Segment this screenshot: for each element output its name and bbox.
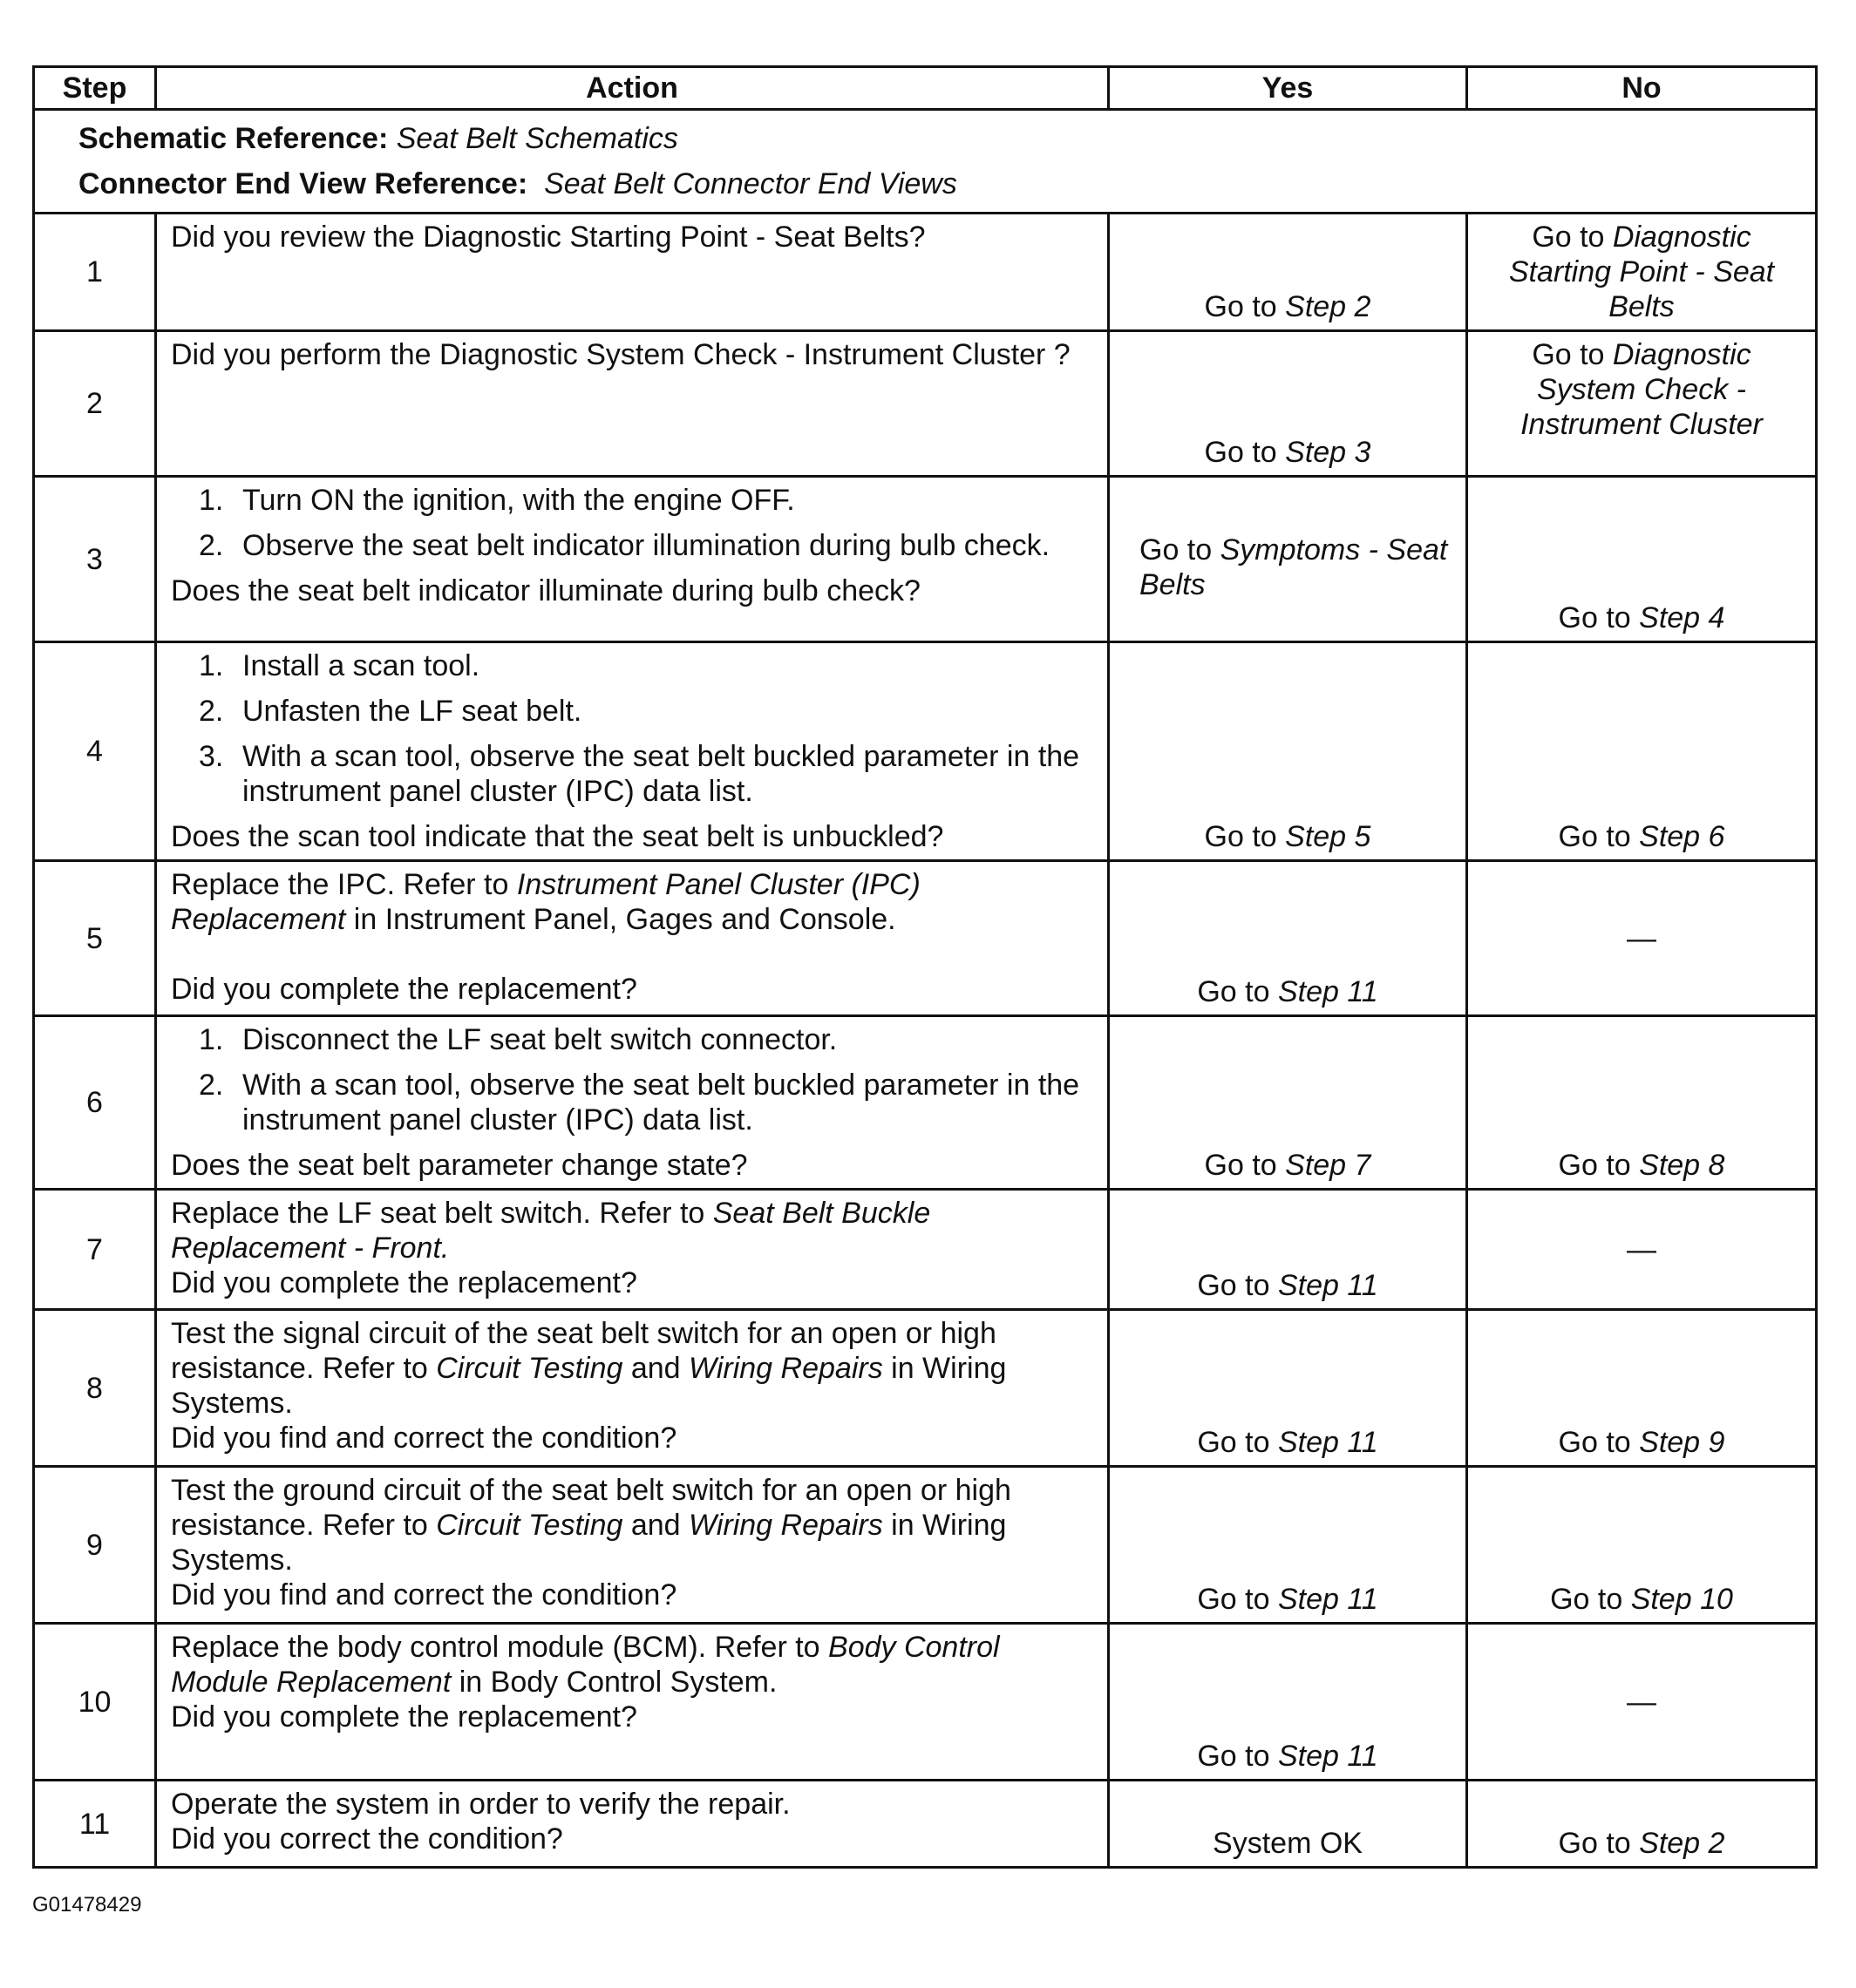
table-row <box>34 1624 1817 1781</box>
no-prefix: Go to <box>1558 820 1640 853</box>
action-text: Replace the LF seat belt switch. Refer to <box>171 1197 713 1230</box>
no-text: — <box>1627 1232 1656 1266</box>
table-row <box>34 861 1817 1016</box>
yes-link[interactable]: Step 7 <box>1285 1149 1371 1182</box>
no-link[interactable]: Step 10 <box>1630 1583 1733 1616</box>
list-item-text: Install a scan tool. <box>242 649 480 682</box>
list-item <box>171 648 1093 683</box>
action-cell <box>156 1781 1109 1868</box>
action-text: in Wiring Systems. <box>171 1509 1007 1577</box>
no-prefix: Go to <box>1550 1583 1631 1616</box>
action-question: Did you complete the replacement? <box>171 1266 637 1299</box>
yes-prefix: Go to <box>1204 1149 1286 1182</box>
yes-cell <box>1109 1310 1467 1467</box>
no-link[interactable]: Step 4 <box>1639 601 1725 634</box>
action-question: Did you complete the replacement? <box>171 973 637 1006</box>
yes-cell <box>1109 214 1467 331</box>
table-row <box>34 1310 1817 1467</box>
table-row <box>34 331 1817 477</box>
action-reference-link[interactable]: Seat Belt Buckle Replacement - Front. <box>171 1197 931 1265</box>
action-question: Did you find and correct the condition? <box>171 1578 677 1611</box>
header-yes: Yes <box>1109 67 1467 110</box>
reference-row <box>34 110 1817 214</box>
yes-prefix: Go to <box>1139 533 1220 567</box>
yes-link[interactable]: Step 11 <box>1277 1426 1378 1459</box>
no-text: — <box>1627 921 1656 955</box>
action-text: Operate the system in order to verify the repair. <box>171 1788 791 1821</box>
yes-link[interactable]: Step 2 <box>1285 290 1371 323</box>
action-text: Replace the body control module (BCM). Refer to <box>171 1631 829 1664</box>
action-cell <box>156 1624 1109 1781</box>
no-link[interactable]: Step 9 <box>1639 1426 1725 1459</box>
no-prefix: Go to <box>1532 338 1613 371</box>
list-item-number: 1. <box>199 484 224 517</box>
yes-link[interactable]: Step 5 <box>1285 820 1371 853</box>
step-number: 4 <box>34 642 156 861</box>
no-cell <box>1467 642 1817 861</box>
header-step: Step <box>34 67 156 110</box>
list-item-number: 2. <box>199 1069 224 1102</box>
list-item <box>171 739 1093 809</box>
step-number: 10 <box>34 1624 156 1781</box>
no-prefix: Go to <box>1532 221 1613 254</box>
yes-cell <box>1109 1781 1467 1868</box>
action-reference-link[interactable]: Instrument Panel Cluster (IPC) Replacement <box>171 868 921 936</box>
yes-prefix: Go to <box>1197 1426 1278 1459</box>
yes-link[interactable]: Step 11 <box>1277 975 1378 1008</box>
action-paragraph <box>171 1316 1093 1421</box>
list-item-text: Unfasten the LF seat belt. <box>242 695 582 728</box>
action-steps-list <box>171 483 1093 563</box>
no-link[interactable]: Diagnostic System Check - Instrument Cluster <box>1520 338 1763 441</box>
action-reference-link[interactable]: Wiring Repairs <box>689 1509 883 1542</box>
no-cell <box>1467 1467 1817 1624</box>
action-cell <box>156 1310 1109 1467</box>
yes-text: System OK <box>1213 1827 1363 1860</box>
yes-cell <box>1109 477 1467 642</box>
action-text: Did you perform the Diagnostic System Check - Instrument Cluster ? <box>171 338 1071 371</box>
yes-link[interactable]: Step 11 <box>1277 1740 1378 1773</box>
yes-prefix: Go to <box>1197 1269 1278 1302</box>
yes-link[interactable]: Symptoms - Seat Belts <box>1139 533 1448 601</box>
action-text: in Body Control System. <box>451 1666 778 1699</box>
yes-prefix: Go to <box>1204 290 1286 323</box>
figure-id: G01478429 <box>32 1893 142 1917</box>
action-text: and <box>622 1509 690 1542</box>
table-header-row <box>34 67 1817 110</box>
list-item-text: With a scan tool, observe the seat belt buckled parameter in the instrument panel cluster (IPC) data list. <box>242 1069 1080 1136</box>
yes-cell <box>1109 1016 1467 1190</box>
no-link[interactable]: Step 2 <box>1639 1827 1725 1860</box>
yes-cell <box>1109 1190 1467 1310</box>
action-cell <box>156 331 1109 477</box>
action-cell <box>156 642 1109 861</box>
action-steps-list <box>171 1022 1093 1137</box>
list-item-number: 1. <box>199 1023 224 1056</box>
action-paragraph <box>171 1630 1093 1700</box>
table-row <box>34 1016 1817 1190</box>
step-number: 6 <box>34 1016 156 1190</box>
table-row <box>34 214 1817 331</box>
action-text: in Instrument Panel, Gages and Console. <box>345 903 896 936</box>
action-question: Does the seat belt indicator illuminate during bulb check? <box>171 574 921 607</box>
step-number: 5 <box>34 861 156 1016</box>
no-cell <box>1467 1016 1817 1190</box>
no-prefix: Go to <box>1558 1827 1640 1860</box>
yes-cell <box>1109 331 1467 477</box>
yes-cell <box>1109 1624 1467 1781</box>
list-item <box>171 483 1093 518</box>
action-cell <box>156 861 1109 1016</box>
no-cell <box>1467 1190 1817 1310</box>
yes-cell <box>1109 642 1467 861</box>
action-text: Replace the IPC. Refer to <box>171 868 517 901</box>
action-cell <box>156 214 1109 331</box>
spacer <box>171 937 1093 972</box>
action-question: Does the seat belt parameter change state? <box>171 1149 748 1182</box>
action-cell <box>156 1016 1109 1190</box>
step-number: 11 <box>34 1781 156 1868</box>
yes-link[interactable]: Step 3 <box>1285 436 1371 469</box>
no-cell <box>1467 1781 1817 1868</box>
header-action: Action <box>156 67 1109 110</box>
no-cell <box>1467 477 1817 642</box>
step-number: 1 <box>34 214 156 331</box>
list-item <box>171 1068 1093 1137</box>
table-row <box>34 642 1817 861</box>
yes-cell <box>1109 1467 1467 1624</box>
connector-reference-label: Connector End View Reference: <box>78 167 528 200</box>
list-item-text: With a scan tool, observe the seat belt buckled parameter in the instrument panel cluster (IPC) data list. <box>242 740 1080 808</box>
step-number: 7 <box>34 1190 156 1310</box>
step-number: 8 <box>34 1310 156 1467</box>
yes-prefix: Go to <box>1204 436 1286 469</box>
action-text: Test the signal circuit of the seat belt switch for an open or high resistance. Refer to <box>171 1317 996 1385</box>
action-cell <box>156 1467 1109 1624</box>
yes-prefix: Go to <box>1197 1583 1278 1616</box>
no-cell <box>1467 331 1817 477</box>
table-row <box>34 477 1817 642</box>
step-number: 9 <box>34 1467 156 1624</box>
list-item <box>171 694 1093 729</box>
no-cell <box>1467 1624 1817 1781</box>
yes-link[interactable]: Step 11 <box>1277 1269 1378 1302</box>
yes-link[interactable]: Step 11 <box>1277 1583 1378 1616</box>
action-reference-link[interactable]: Circuit Testing <box>436 1509 623 1542</box>
action-reference-link[interactable]: Body Control Module Replacement <box>171 1631 1000 1699</box>
schematic-reference-link[interactable]: Seat Belt Schematics <box>396 122 678 155</box>
action-cell <box>156 1190 1109 1310</box>
no-link[interactable]: Step 8 <box>1639 1149 1725 1182</box>
header-no: No <box>1467 67 1817 110</box>
list-item-number: 1. <box>199 649 224 682</box>
action-paragraph <box>171 1196 1093 1265</box>
list-item-number: 3. <box>199 740 224 773</box>
action-text: in Wiring Systems. <box>171 1352 1007 1420</box>
no-cell <box>1467 214 1817 331</box>
yes-prefix: Go to <box>1197 975 1278 1008</box>
action-question: Did you correct the condition? <box>171 1822 563 1856</box>
yes-prefix: Go to <box>1204 820 1286 853</box>
list-item-number: 2. <box>199 529 224 562</box>
no-text: — <box>1627 1685 1656 1719</box>
diagnostic-table <box>32 65 1818 1869</box>
no-cell <box>1467 861 1817 1016</box>
action-question: Did you find and correct the condition? <box>171 1421 677 1455</box>
action-reference-link[interactable]: Circuit Testing <box>436 1352 623 1385</box>
table-row <box>34 1781 1817 1868</box>
no-cell <box>1467 1310 1817 1467</box>
yes-prefix: Go to <box>1197 1740 1278 1773</box>
action-text: Test the ground circuit of the seat belt switch for an open or high resistance. Refer to <box>171 1474 1011 1542</box>
action-reference-link[interactable]: Wiring Repairs <box>689 1352 883 1385</box>
action-text: Did you review the Diagnostic Starting Point - Seat Belts? <box>171 221 926 254</box>
action-steps-list <box>171 648 1093 809</box>
schematic-reference-label: Schematic Reference: <box>78 122 389 155</box>
list-item-text: Observe the seat belt indicator illumination during bulb check. <box>242 529 1050 562</box>
action-question: Does the scan tool indicate that the seat belt is unbuckled? <box>171 820 944 853</box>
reference-cell <box>34 110 1817 214</box>
action-paragraph <box>171 1473 1093 1578</box>
action-paragraph <box>171 1787 1093 1822</box>
list-item <box>171 528 1093 563</box>
action-cell <box>156 477 1109 642</box>
action-question: Did you complete the replacement? <box>171 1700 637 1734</box>
step-number: 2 <box>34 331 156 477</box>
step-number: 3 <box>34 477 156 642</box>
list-item-number: 2. <box>199 695 224 728</box>
action-paragraph <box>171 867 1093 937</box>
connector-reference-link[interactable]: Seat Belt Connector End Views <box>544 167 957 200</box>
list-item <box>171 1022 1093 1057</box>
no-link[interactable]: Diagnostic Starting Point - Seat Belts <box>1508 221 1775 323</box>
list-item-text: Turn ON the ignition, with the engine OFF. <box>242 484 795 517</box>
no-prefix: Go to <box>1558 1426 1640 1459</box>
no-prefix: Go to <box>1558 601 1640 634</box>
table-row <box>34 1190 1817 1310</box>
list-item-text: Disconnect the LF seat belt switch connector. <box>242 1023 838 1056</box>
yes-cell <box>1109 861 1467 1016</box>
table-row <box>34 1467 1817 1624</box>
action-text: and <box>622 1352 690 1385</box>
no-link[interactable]: Step 6 <box>1639 820 1725 853</box>
no-prefix: Go to <box>1558 1149 1640 1182</box>
